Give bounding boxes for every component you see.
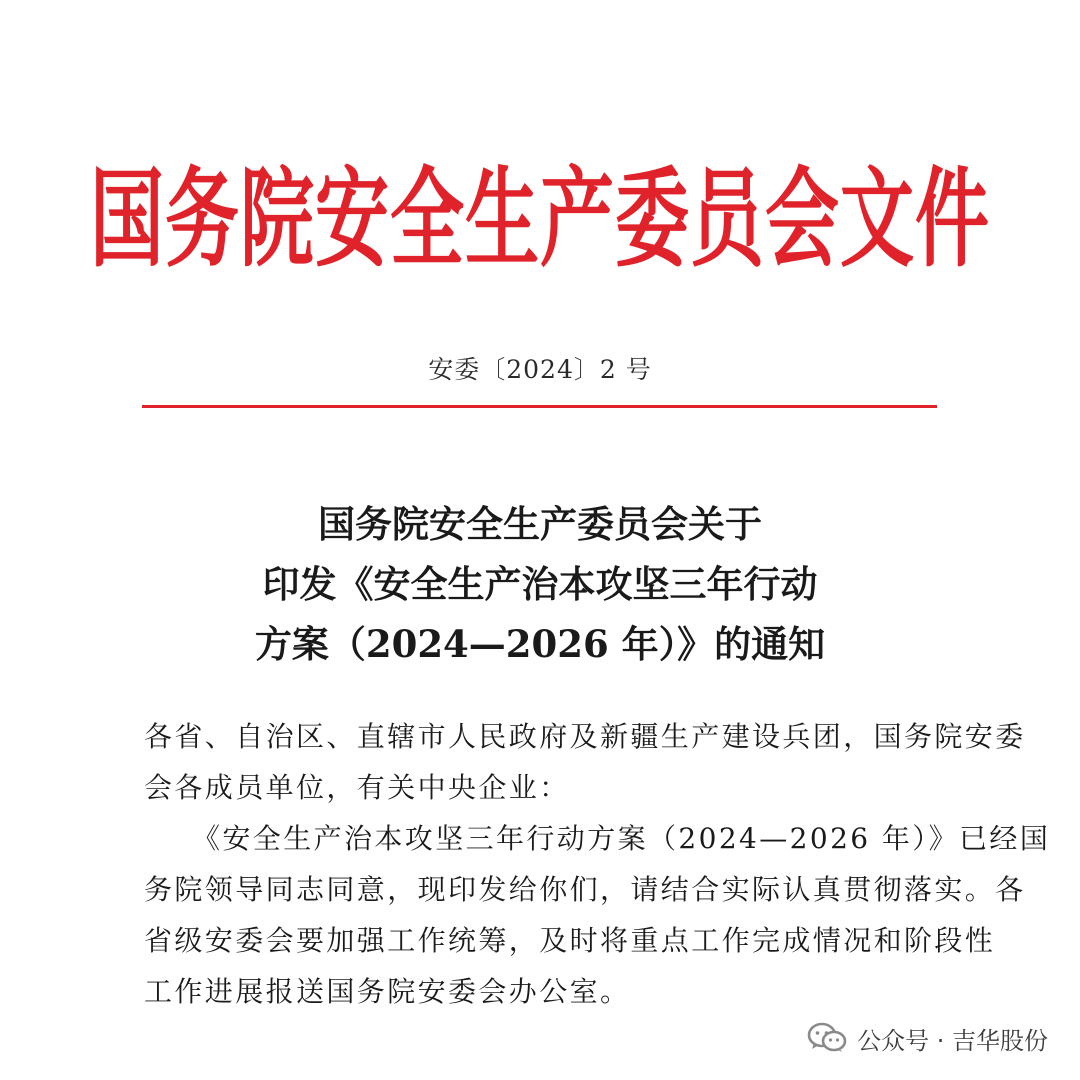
document-header-title: 国务院安全生产委员会文件 bbox=[90, 157, 990, 283]
body-line-5: 省级安委会要加强工作统筹，及时将重点工作完成情况和阶段性 bbox=[144, 924, 996, 957]
notice-title-line-3: 方案（2024—2026 年）》的通知 bbox=[254, 622, 826, 666]
body-line-3: 《安全生产治本攻坚三年行动方案（2024—2026 年）》已经国 bbox=[192, 822, 1051, 855]
red-divider-rule bbox=[142, 405, 937, 408]
body-line-4: 务院领导同志同意，现印发给你们，请结合实际认真贯彻落实。各 bbox=[144, 873, 1026, 906]
body-line-6: 工作进展报送国务院安委会办公室。 bbox=[144, 975, 631, 1008]
notice-title bbox=[0, 494, 1080, 674]
notice-title-line-1: 国务院安全生产委员会关于 bbox=[318, 502, 762, 546]
notice-title-line-2: 印发《安全生产治本攻坚三年行动 bbox=[262, 562, 818, 606]
body-line-2: 会各成员单位，有关中央企业： bbox=[144, 771, 570, 804]
wechat-icon bbox=[807, 1022, 847, 1054]
wechat-watermark bbox=[807, 1018, 1048, 1058]
document-number: 安委〔2024〕2 号 bbox=[428, 355, 652, 384]
watermark-text: 公众号 · 吉华股份 bbox=[857, 1026, 1048, 1055]
body-line-1: 各省、自治区、直辖市人民政府及新疆生产建设兵团，国务院安委 bbox=[144, 720, 1026, 753]
notice-body bbox=[144, 711, 1051, 1017]
